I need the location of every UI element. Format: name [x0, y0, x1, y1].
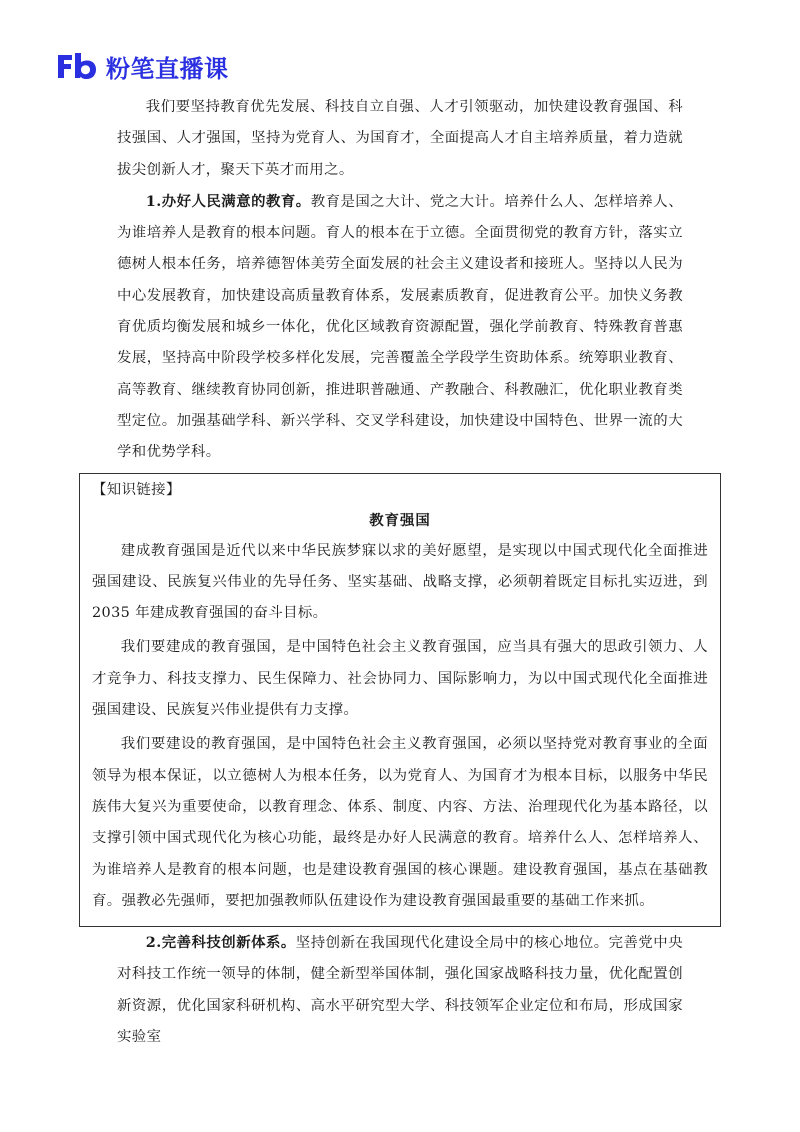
knowledge-link-label: 【知识链接】: [92, 481, 181, 498]
section-2-body: 坚持创新在我国现代化建设全局中的核心地位。完善党中央对科技工作统一领导的体制，健全新型举国体制，强化国家战略科技力量，优化配置创新资源，优化国家科研机构、高水平研究型大学、科技领军企业定位和布局，形成国家实验室: [117, 935, 683, 1046]
section-1-paragraph: [117, 186, 683, 469]
section-2-title: 2.完善科技创新体系。: [145, 934, 296, 952]
section-1-body: 教育是国之大计、党之大计。培养什么人、怎样培养人、为谁培养人是教育的根本问题。育人的根本在于立德。全面贯彻党的教育方针，落实立德树人根本任务，培养德智体美劳全面发展的社会主义建设者和接班人。坚持以人民为中心发展教育，加快建设高质量教育体系，发展素质教育，促进教育公平。加快义务教育优质均衡发展和城乡一体化，优化区域教育资源配置，强化学前教育、特殊教育普惠发展，坚持高中阶段学校多样化发展，完善覆盖全学段学生资助体系。统筹职业教育、高等教育、继续教育协同创新，推进职普融通、产教融合、科教融汇，优化职业教育类型定位。加强基础学科、新兴学科、交叉学科建设，加快建设中国特色、世界一流的大学和优势学科。: [117, 193, 683, 461]
brand-text: 粉笔直播课: [106, 54, 229, 83]
header: [56, 50, 229, 82]
section-1-title: 1.办好人民满意的教育。: [145, 192, 311, 210]
knowledge-paragraph: 我们要建成的教育强国，是中国特色社会主义教育强国，应当具有强大的思政引领力、人才竞争力、科技支撑力、民生保障力、社会协同力、国际影响力，为以中国式现代化全面推进强国建设、民族复兴伟业提供有力支撑。: [92, 639, 708, 719]
fb-logo-icon: [56, 51, 98, 81]
knowledge-link-box: [79, 473, 721, 928]
intro-paragraph: 我们要坚持教育优先发展、科技自立自强、人才引领驱动，加快建设教育强国、科技强国、人才强国，坚持为党育人、为国育才，全面提高人才自主培养质量，着力造就拔尖创新人才，聚天下英才而用之。: [117, 99, 683, 178]
knowledge-paragraph: 建成教育强国是近代以来中华民族梦寐以求的美好愿望，是实现以中国式现代化全面推进强国建设、民族复兴伟业的先导任务、坚实基础、战略支撑，必须朝着既定目标扎实迈进，到 2035 年建成教育强国的奋斗目标。: [92, 542, 708, 622]
document-body: [92, 92, 708, 1053]
knowledge-paragraph: 我们要建设的教育强国，是中国特色社会主义教育强国，必须以坚持党对教育事业的全面领导为根本保证，以立德树人为根本任务，以为党育人、为国育才为根本目标，以服务中华民族伟大复兴为重要使命，以教育理念、体系、制度、内容、方法、治理现代化为基本路径，以支撑引领中国式现代化为核心功能，最终是办好人民满意的教育。培养什么人、怎样培养人、为谁培养人是教育的根本问题，也是建设教育强国的核心课题。建设教育强国，基点在基础教育。强教必先强师，要把加强教师队伍建设作为建设教育强国最重要的基础工作来抓。: [92, 736, 708, 909]
knowledge-link-title: 教育强国: [369, 511, 431, 529]
section-2-paragraph: [117, 927, 683, 1053]
